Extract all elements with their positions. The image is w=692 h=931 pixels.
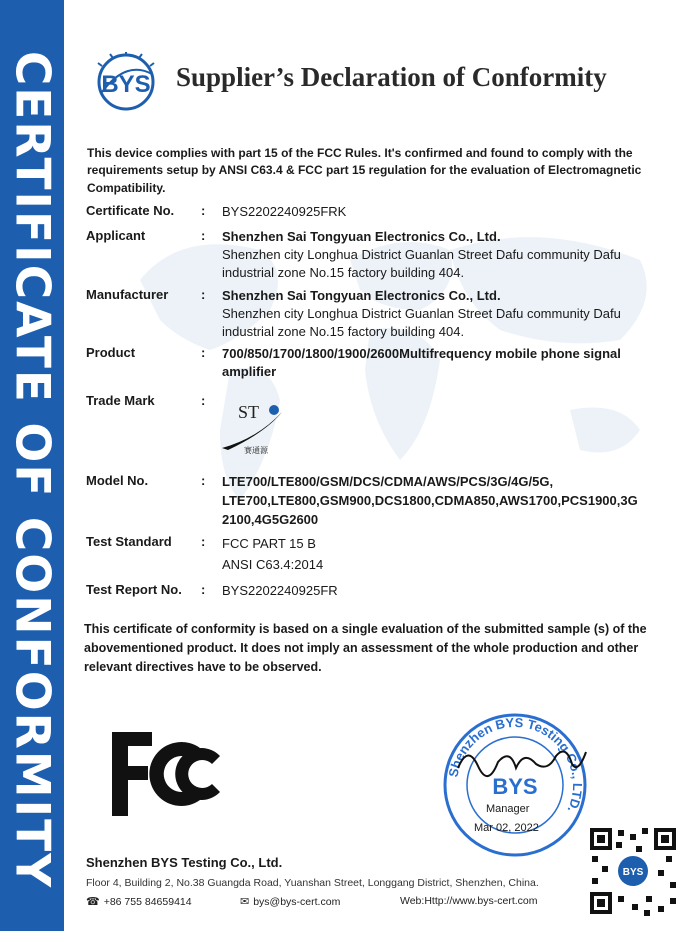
manufacturer-colon: :: [201, 287, 206, 302]
applicant-value: [222, 228, 672, 282]
trade-mark-logo-icon: [218, 398, 298, 456]
model-no-value: [222, 473, 662, 530]
seal-ring-text: Shenzhen BYS Testing Co., LTD.: [445, 714, 586, 815]
applicant-name: Shenzhen Sai Tongyuan Electronics Co., Ltd.: [222, 229, 501, 244]
trade-mark-logo-text: ST: [238, 402, 260, 422]
trade-mark-logo-subtext: 赛通源: [244, 446, 268, 455]
product-value: 700/850/1700/1800/1900/2600Multifrequency mobile phone signal amplifier: [222, 346, 621, 379]
bys-logo-icon: [88, 52, 164, 112]
signature-text: Yang Huang: [452, 738, 458, 739]
product-colon: :: [201, 345, 206, 360]
page-title: Supplier’s Declaration of Conformity: [176, 62, 607, 92]
test-standard-label: Test Standard: [86, 534, 172, 549]
product-label: Product: [86, 345, 136, 360]
test-standard-line1: FCC PART 15 B: [222, 536, 316, 551]
applicant-label: Applicant: [86, 228, 146, 243]
manufacturer-address: Shenzhen city Longhua District Guanlan Street Dafu community Dafu industrial zone No.15 factory building 404.: [222, 305, 621, 339]
trade-mark-label: Trade Mark: [86, 393, 155, 408]
applicant-colon: :: [201, 228, 206, 243]
website: Web:Http://www.bys-cert.com: [400, 895, 538, 907]
model-no-label: Model No.: [86, 473, 149, 488]
mail-icon: ✉: [240, 896, 250, 908]
certificate-no-label: Certificate No.: [86, 203, 175, 218]
bys-seal-stamp: [440, 710, 590, 860]
model-no-colon: :: [201, 473, 206, 488]
test-standard-line2: ANSI C63.4:2014: [222, 556, 324, 572]
intro-statement: This device complies with part 15 of the FCC Rules. It's confirmed and found to comply with the requirements setup by ANSI C63.4 & FCC part 15 regulation for the evaluation of Electromagnetic Compatibility.: [87, 146, 642, 195]
phone-number: +86 755 84659414: [103, 895, 192, 908]
fcc-logo-text: FC: [108, 728, 110, 729]
email-address: bys@bys-cert.com: [253, 895, 341, 908]
qr-code: [588, 826, 678, 916]
test-report-no-label: Test Report No.: [86, 582, 182, 597]
phone-icon: ☎: [86, 896, 100, 908]
test-standard-value: [222, 534, 672, 576]
header: [88, 52, 678, 112]
logo-text: BYS: [101, 71, 151, 98]
sidebar-title: CERTIFICATE OF CONFORMITY: [4, 50, 60, 890]
closing-statement: This certificate of conformity is based on a single evaluation of the submitted sample (s) of the abovementioned product. It does not imply an assessment of the whole production and other relevant directives have to be observed.: [84, 622, 647, 674]
email-contact: [240, 895, 340, 908]
certificate-no-value: BYS2202240925FRK: [222, 204, 347, 219]
phone-contact: [86, 895, 192, 908]
manufacturer-label: Manufacturer: [86, 287, 169, 302]
web-contact: [400, 895, 538, 907]
model-no-line1: LTE700/LTE800/GSM/DCS/CDMA/AWS/PCS/3G/4G/5G,: [222, 474, 554, 489]
trade-mark-colon: :: [201, 393, 206, 408]
applicant-address: Shenzhen city Longhua District Guanlan Street Dafu community Dafu industrial zone No.15 factory building 404.: [222, 246, 621, 280]
qr-logo-text: BYS: [622, 867, 644, 878]
signer-title: Manager: [486, 803, 530, 815]
manufacturer-value: [222, 287, 672, 341]
fcc-logo-icon: [108, 728, 224, 820]
manager-signature: [452, 738, 590, 782]
signing-date: Mar 02, 2022: [474, 822, 539, 834]
sidebar-band: [0, 0, 64, 931]
issuer-company: Shenzhen BYS Testing Co., Ltd.: [86, 855, 283, 870]
manufacturer-name: Shenzhen Sai Tongyuan Electronics Co., Ltd.: [222, 288, 501, 303]
model-no-line2: LTE700,LTE800,GSM900,DCS1800,CDMA850,AWS1700,PCS1900,3G 2100,4G5G2600: [222, 492, 638, 527]
test-report-no-colon: :: [201, 582, 206, 597]
test-standard-colon: :: [201, 534, 206, 549]
test-report-no-value: BYS2202240925FR: [222, 583, 338, 598]
seal-center-text: BYS: [492, 774, 538, 799]
certificate-no-colon: :: [201, 203, 206, 218]
issuer-address: Floor 4, Building 2, No.38 Guangda Road, Yuanshan Street, Longgang District, Shenzhen, China.: [86, 877, 539, 889]
